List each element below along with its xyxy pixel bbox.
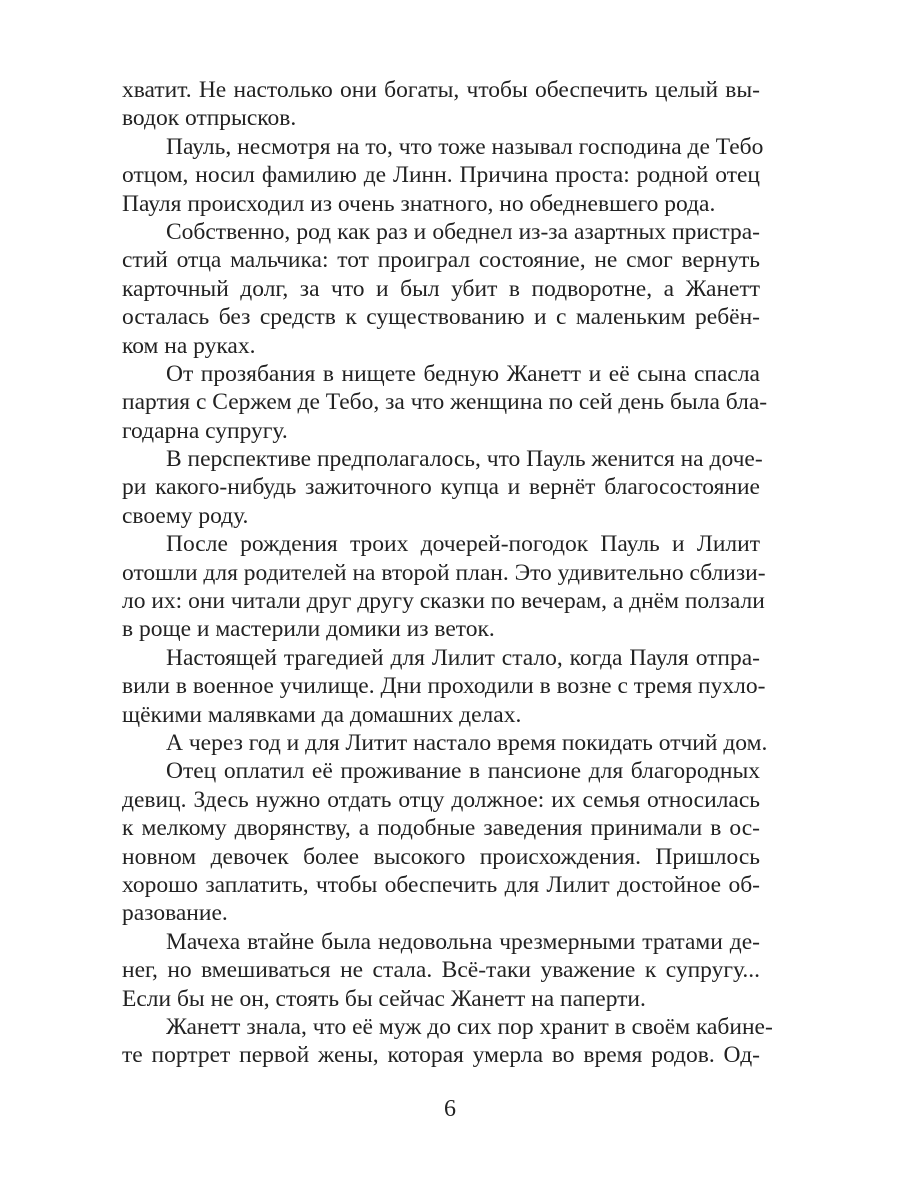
paragraph bbox=[122, 757, 760, 927]
text-line: Пауль, несмотря на то, что тоже называл господина де Тебо bbox=[166, 133, 764, 160]
text-line: А через год и для Литит настало время покидать отчий дом. bbox=[166, 729, 768, 756]
text-line: Мачеха втайне была недовольна чрезмерными тратами де- bbox=[166, 928, 760, 955]
text-line: годарна супругу. bbox=[122, 417, 288, 444]
text-line: хорошо заплатить, чтобы обеспечить для Лилит достойное об- bbox=[122, 871, 760, 898]
text-line: ло их: они читали друг другу сказки по вечерам, а днём ползали bbox=[122, 588, 765, 615]
text-line: В перспективе предполагалось, что Пауль женится на доче- bbox=[166, 446, 763, 473]
text-line: карточный долг, за что и был убит в подворотне, а Жанетт bbox=[122, 275, 760, 302]
text-line: Пауля происходил из очень знатного, но обедневшего рода. bbox=[122, 190, 716, 217]
paragraph bbox=[122, 530, 766, 644]
paragraph bbox=[122, 218, 760, 360]
body-text bbox=[122, 76, 773, 1070]
text-line: От прозябания в нищете бедную Жанетт и её сына спасла bbox=[166, 360, 760, 387]
text-line: Собственно, род как раз и обеднел из-за азартных пристра- bbox=[166, 218, 760, 245]
paragraph bbox=[122, 928, 760, 1013]
text-line: новном девочек более высокого происхождения. Пришлось bbox=[122, 843, 760, 870]
text-line: партия с Сержем де Тебо, за что женщина по сей день была бла- bbox=[122, 389, 768, 416]
text-line: После рождения троих дочерей-погодок Пауль и Лилит bbox=[166, 531, 760, 558]
paragraph bbox=[122, 133, 764, 218]
page-number: 6 bbox=[444, 1096, 456, 1122]
text-line: отцом, носил фамилию де Линн. Причина проста: родной отец bbox=[122, 162, 760, 189]
paragraph bbox=[122, 644, 766, 729]
text-line: ком на руках. bbox=[122, 332, 256, 359]
text-line: стий отца мальчика: тот проиграл состояние, не смог вернуть bbox=[122, 247, 760, 274]
paragraph bbox=[122, 1013, 773, 1070]
paragraph bbox=[122, 729, 768, 757]
text-line: хватит. Не настолько они богаты, чтобы обеспечить целый вы- bbox=[122, 77, 760, 103]
text-line: Жанетт знала, что её муж до сих пор хранит в своём кабине- bbox=[166, 1013, 773, 1040]
text-line: осталась без средств к существованию и с маленьким ребён- bbox=[122, 304, 760, 331]
text-line: своему роду. bbox=[122, 502, 249, 529]
text-line: Отец оплатил её проживание в пансионе для благородных bbox=[166, 758, 760, 785]
text-line: щёкими малявками да домашних делах. bbox=[122, 701, 522, 728]
text-line: вили в военное училище. Дни проходили в возне с тремя пухло- bbox=[122, 673, 766, 700]
text-line: нег, но вмешиваться не стала. Всё-таки уважение к супругу... bbox=[122, 957, 760, 984]
text-line: те портрет первой жены, которая умерла во время родов. Од- bbox=[122, 1042, 760, 1069]
paragraph bbox=[122, 360, 768, 445]
text-line: к мелкому дворянству, а подобные заведения принимали в ос- bbox=[122, 815, 760, 842]
text-line: разование. bbox=[122, 900, 228, 927]
paragraph bbox=[122, 445, 763, 530]
text-line: Настоящей трагедией для Лилит стало, когда Пауля отпра- bbox=[166, 644, 760, 671]
paragraph bbox=[122, 76, 760, 133]
text-line: ри какого-нибудь зажиточного купца и вернёт благосостояние bbox=[122, 474, 760, 501]
text-line: в роще и мастерили домики из веток. bbox=[122, 616, 495, 643]
text-line: Если бы не он, стоять бы сейчас Жанетт на паперти. bbox=[122, 985, 646, 1012]
text-line: водок отпрысков. bbox=[122, 105, 297, 132]
text-line: отошли для родителей на второй план. Это удивительно сблизи- bbox=[122, 559, 766, 586]
text-line: девиц. Здесь нужно отдать отцу должное: их семья относилась bbox=[122, 786, 760, 813]
